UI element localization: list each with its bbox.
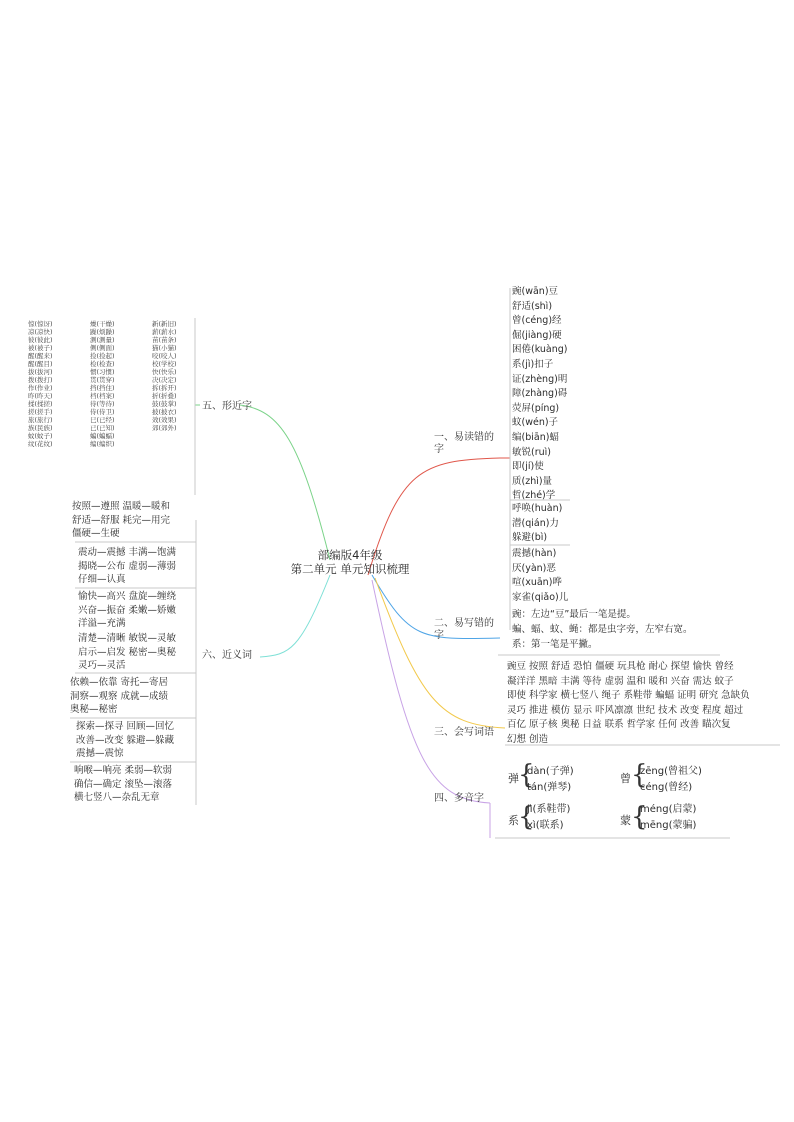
similar-char-item: 拔(拔河) bbox=[28, 368, 53, 376]
synonym-line: 改善—改变 躲避—躲藏 bbox=[76, 734, 175, 746]
misread-item: 困倦(kuàng) bbox=[512, 344, 568, 356]
center-topic bbox=[285, 548, 415, 576]
branch-label-misread: 一、易读错的字 bbox=[434, 432, 494, 455]
similar-char-item: 鼓(鼓掌) bbox=[152, 400, 177, 408]
misread-item: 敏锐(ruì) bbox=[512, 446, 551, 458]
synonym-group-6 bbox=[76, 720, 174, 761]
synonym-line: 揭晓—公布 虚弱—薄弱 bbox=[78, 560, 177, 572]
similar-char-item: 惯(习惯) bbox=[90, 368, 115, 376]
similar-char-item: 醒(醒来) bbox=[28, 352, 53, 360]
similar-char-item: 侍(侍卫) bbox=[90, 408, 115, 416]
synonym-group-7 bbox=[74, 764, 172, 805]
vocab-line: 灵巧 推进 模仿 显示 吓风凛凛 世纪 技术 改变 程度 超过 bbox=[507, 704, 744, 716]
synonym-line: 横七竖八—杂乱无章 bbox=[74, 792, 160, 803]
branch-label-vocab: 三、会写词语 bbox=[434, 727, 494, 738]
misread-item: 家雀(qiǎo)儿 bbox=[512, 591, 569, 603]
similar-char-item: 贯(贯穿) bbox=[90, 376, 115, 384]
similar-char-item: 作(作业) bbox=[28, 384, 53, 392]
synonym-group-5 bbox=[70, 676, 168, 717]
misread-item: 障(zhàng)碍 bbox=[512, 388, 568, 400]
similar-char-item: 醒(醒目) bbox=[28, 360, 53, 368]
synonym-line: 震动—震撼 丰满—饱满 bbox=[78, 547, 177, 558]
similar-char-item: 校(学校) bbox=[152, 360, 177, 368]
center-title-line2: 第二单元 单元知识梳理 bbox=[290, 562, 410, 576]
similar-char-item: 旅(旅行) bbox=[28, 416, 53, 424]
vocab-line: 幻想 创造 bbox=[507, 733, 549, 745]
vocab-line: 即使 科学家 横七竖八 绳子 系鞋带 蝙蝠 证明 研究 急缺负 bbox=[507, 690, 750, 701]
polyphone-group-left bbox=[500, 762, 610, 832]
similar-char-item: 纹(花纹) bbox=[28, 440, 53, 448]
synonym-line: 响喉—响亮 柔弱—软弱 bbox=[74, 765, 173, 776]
similar-char-item: 决(决定) bbox=[152, 376, 177, 384]
misread-item: 质(zhì)量 bbox=[512, 475, 553, 487]
synonym-line: 启示—启发 秘密—奥秘 bbox=[78, 646, 177, 658]
similar-char-item: 薪(薪水) bbox=[152, 328, 177, 336]
poly-reading: céng(曾经) bbox=[640, 782, 693, 793]
branch-label-similar: 五、形近字 bbox=[202, 401, 252, 412]
synonym-line: 僵硬—生硬 bbox=[72, 528, 120, 539]
similar-char-item: 效(效果) bbox=[152, 416, 177, 424]
synonym-line: 清楚—清晰 敏锐—灵敏 bbox=[78, 633, 177, 644]
synonym-line: 灵巧—灵活 bbox=[78, 660, 126, 671]
brace-icon: { bbox=[518, 802, 535, 832]
similar-char-item: 惊(惊讶) bbox=[28, 320, 53, 328]
similar-char-item: 编(编织) bbox=[90, 440, 115, 448]
misread-item: 呼唤(huàn) bbox=[512, 503, 563, 514]
similar-char-item: 躁(烦躁) bbox=[90, 328, 115, 336]
similar-char-item: 拨(拨打) bbox=[28, 376, 53, 384]
poly-char: 曾 bbox=[620, 772, 631, 785]
branch-label-synonym: 六、近义词 bbox=[202, 650, 252, 661]
synonym-line: 愉快—高兴 盘旋—缠绕 bbox=[78, 591, 177, 602]
misread-item: 豌(wān)豆 bbox=[512, 286, 559, 297]
similar-char-item: 侧(侧面) bbox=[90, 344, 115, 352]
branch-label-polyphone: 四、多音字 bbox=[434, 793, 484, 804]
misread-item: 潜(qián)力 bbox=[512, 517, 559, 529]
similar-char-item: 巳(已经) bbox=[90, 416, 115, 424]
synonym-line: 仔细—认真 bbox=[78, 574, 126, 585]
misread-item: 编(biān)蝠 bbox=[512, 431, 559, 443]
vocab-line: 凝洋洋 黑暗 丰满 等待 虚弱 温和 暖和 兴奋 需达 蚊子 bbox=[507, 675, 734, 687]
misread-list-3 bbox=[512, 547, 568, 605]
synonym-line: 依赖—依靠 寄托—寄居 bbox=[70, 677, 169, 688]
poly-char: 弹 bbox=[508, 772, 519, 785]
vocab-line: 百亿 原子核 奥秘 日益 联系 哲学家 任何 改善 瞄次复 bbox=[507, 719, 731, 730]
similar-char-item: 检(检查) bbox=[90, 360, 115, 368]
similar-char-item: 蝙(蝙蝠) bbox=[90, 432, 115, 440]
similar-char-item: 挡(挡住) bbox=[90, 384, 115, 392]
misread-item: 倔(jiàng)硬 bbox=[512, 329, 562, 341]
miswrite-item: 蝙、蝠、蚊、蝇：都是虫字旁，左窄右宽。 bbox=[512, 624, 693, 635]
misread-item: 哲(zhé)学 bbox=[512, 490, 556, 502]
similar-char-item: 郊(郊外) bbox=[152, 424, 177, 432]
synonym-line: 洋溢—充满 bbox=[78, 618, 126, 629]
similar-char-item: 燥(干燥) bbox=[90, 320, 115, 328]
misread-item: 舒适(shì) bbox=[512, 300, 553, 312]
poly-char: 系 bbox=[508, 814, 519, 827]
similar-col-3 bbox=[152, 320, 177, 432]
misread-item: 蚊(wén)子 bbox=[512, 417, 559, 429]
poly-reading: zēng(曾祖父) bbox=[640, 766, 702, 777]
synonym-line: 洞察—观察 成就—成绩 bbox=[70, 690, 169, 702]
synonym-line: 震撼—震惊 bbox=[76, 748, 124, 759]
miswrite-item: 系：第一笔是平撇。 bbox=[512, 639, 598, 650]
similar-char-item: 折(折叠) bbox=[152, 392, 177, 400]
synonym-line: 奥秘—秘密 bbox=[70, 704, 118, 715]
similar-char-item: 蚊(蚊子) bbox=[28, 432, 53, 440]
misread-item: 躲避(bì) bbox=[512, 532, 548, 544]
similar-char-item: 咬(咬人) bbox=[152, 352, 177, 360]
misread-item: 即(jí)使 bbox=[512, 461, 544, 473]
misread-item: 证(zhèng)明 bbox=[512, 373, 568, 385]
center-title-line1: 部编版4年级 bbox=[317, 548, 383, 562]
similar-char-item: 测(测量) bbox=[90, 336, 115, 344]
similar-char-item: 被(被子) bbox=[28, 344, 53, 352]
poly-reading: tán(弹琴) bbox=[527, 782, 572, 793]
misread-item: 震撼(hàn) bbox=[512, 548, 557, 559]
similar-char-item: 已(已知) bbox=[90, 424, 115, 432]
misread-list-2 bbox=[512, 502, 562, 546]
miswrite-item: 豌：左边“豆”最后一笔是提。 bbox=[512, 609, 636, 620]
misread-item: 系(jì)扣子 bbox=[512, 358, 554, 370]
synonym-group-1 bbox=[72, 500, 170, 541]
similar-col-1 bbox=[28, 320, 53, 448]
similar-char-item: 苗(苗条) bbox=[152, 336, 177, 344]
similar-char-item: 揉(揉搓) bbox=[28, 400, 53, 408]
synonym-group-2 bbox=[78, 546, 176, 587]
similar-char-item: 凉(凉快) bbox=[28, 328, 53, 336]
synonym-line: 确信—确定 滚坠—滚落 bbox=[74, 778, 173, 790]
poly-char: 蒙 bbox=[620, 814, 631, 827]
similar-char-item: 捡(捡起) bbox=[90, 352, 115, 360]
branch-label-miswrite: 二、易写错的字 bbox=[434, 618, 494, 641]
synonym-line: 探索—探寻 回顾—回忆 bbox=[76, 721, 175, 732]
similar-char-item: 快(快乐) bbox=[152, 368, 177, 376]
similar-char-item: 猫(小猫) bbox=[152, 344, 177, 352]
similar-col-2 bbox=[90, 320, 115, 448]
synonym-line: 按照—遵照 温暖—暖和 bbox=[72, 501, 171, 512]
synonym-group-4 bbox=[78, 632, 176, 673]
miswrite-notes bbox=[512, 607, 693, 652]
similar-char-item: 彼(彼此) bbox=[28, 336, 53, 344]
similar-char-item: 档(档案) bbox=[90, 392, 115, 400]
polyphone-group-right bbox=[615, 762, 735, 832]
similar-char-item: 搓(搓手) bbox=[28, 408, 53, 416]
vocab-list bbox=[507, 660, 750, 747]
similar-char-item: 拆(拆开) bbox=[152, 384, 177, 392]
similar-char-item: 待(等待) bbox=[90, 400, 115, 408]
misread-item: 曾(céng)经 bbox=[512, 315, 562, 327]
poly-reading: mēng(蒙骗) bbox=[640, 820, 697, 831]
misread-item: 厌(yàn)恶 bbox=[512, 562, 556, 574]
poly-reading: jì(系鞋带) bbox=[527, 804, 571, 815]
brace-icon: { bbox=[518, 760, 535, 790]
misread-item: 喧(xuān)哗 bbox=[512, 577, 562, 589]
similar-char-item: 披(披衣) bbox=[152, 408, 177, 416]
vocab-line: 豌豆 按照 舒适 恐怕 僵硬 玩具枪 耐心 探望 愉快 曾经 bbox=[507, 661, 734, 672]
synonym-group-3 bbox=[78, 590, 176, 631]
brace-icon: { bbox=[631, 760, 648, 790]
similar-char-item: 昨(昨天) bbox=[28, 392, 53, 400]
misread-list-1 bbox=[512, 285, 568, 504]
brace-icon: { bbox=[631, 802, 648, 832]
poly-reading: dàn(子弹) bbox=[527, 766, 574, 777]
poly-reading: méng(启蒙) bbox=[640, 804, 697, 815]
misread-item: 荧屏(píng) bbox=[512, 402, 560, 414]
similar-char-item: 族(民族) bbox=[28, 424, 53, 432]
synonym-line: 舒适—舒服 耗完—用完 bbox=[72, 514, 171, 526]
synonym-line: 兴奋—振奋 柔嫩—娇嫩 bbox=[78, 604, 177, 616]
poly-reading: xì(联系) bbox=[527, 820, 564, 831]
similar-char-item: 新(新旧) bbox=[152, 320, 177, 328]
